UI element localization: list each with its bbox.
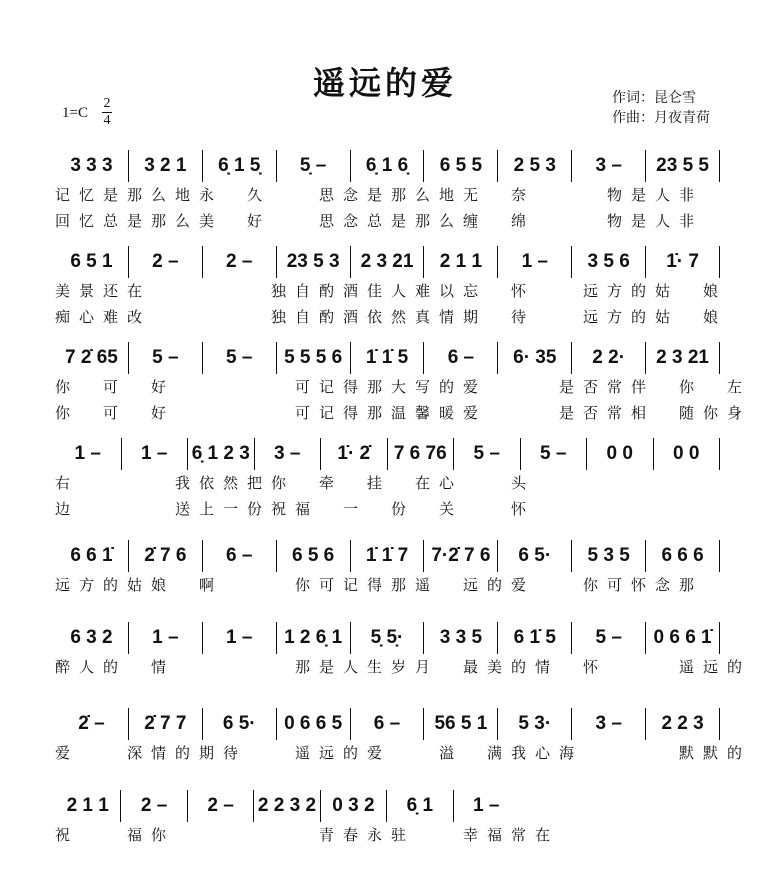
measure: 2 –	[202, 246, 276, 278]
measure: 5̣ 5̣·	[350, 622, 424, 654]
lyrics-verse-1: 远方的姑娘 啊 你可记得那遥 远的爱 你可怀念那	[55, 576, 704, 594]
measure: 6 –	[202, 540, 276, 572]
time-sig-top: 2	[103, 96, 111, 111]
measure: 6 5 1	[70, 251, 113, 272]
measure: 5 –	[571, 622, 645, 654]
measure: 3 2 1	[128, 150, 202, 182]
measure: 6̣ 1	[386, 790, 452, 822]
measure: 6 6 6	[645, 540, 720, 572]
measure: 1 –	[74, 443, 101, 464]
measure: 6· 35	[497, 342, 571, 374]
measure: 1̇ 1̇ 7	[350, 540, 424, 572]
measure: 3 5 6	[571, 246, 645, 278]
notes-line	[55, 790, 535, 822]
measure: 5 –	[453, 438, 520, 470]
measure: 3 –	[571, 150, 645, 182]
measure: 1̇ 1̇ 5	[350, 342, 424, 374]
notes-line	[55, 246, 720, 278]
credits	[612, 88, 710, 128]
lyrics-verse-2: 回忆总是那么美 好 思念总是那么缠 绵 物是人非	[55, 212, 704, 230]
measure: 2 1 1	[423, 246, 497, 278]
lyrics-verse-1: 祝 福你 青春永驻 幸福常在	[55, 826, 560, 844]
measure: 2 –	[120, 790, 186, 822]
measure: 3 –	[254, 438, 321, 470]
measure: 2 3 21	[350, 246, 424, 278]
measure: 6 5 5	[423, 150, 497, 182]
measure: 2 –	[187, 790, 253, 822]
measure: 6 5 6	[276, 540, 350, 572]
measure: 6 5·	[497, 540, 571, 572]
measure: 5̣ –	[276, 150, 350, 182]
lyrics-verse-2: 边 送上一份祝福 一 份 关 怀	[55, 500, 536, 518]
time-signature	[102, 96, 112, 129]
measure: 2̇ 7 7	[128, 708, 202, 740]
notes-line	[55, 150, 720, 182]
lyrics-verse-2: 痴心难改 独自酌酒依然真情期 待 远方的姑 娘	[55, 308, 728, 326]
lyricist: 作词：昆仑雪	[612, 90, 696, 106]
measure: 1 –	[121, 438, 188, 470]
measure: 6̣ 1 5̣	[202, 150, 276, 182]
measure: 6 3 2	[70, 627, 113, 648]
measure: 5 3·	[497, 708, 571, 740]
composer: 作曲：月夜青荷	[612, 110, 710, 126]
measure: 1 –	[497, 246, 571, 278]
measure: 23 5 3	[276, 246, 350, 278]
measure: 56 5 1	[423, 708, 497, 740]
measure: 3 3 3	[70, 155, 113, 176]
score-row	[55, 622, 752, 680]
measure: 2̇ –	[78, 713, 105, 734]
measure: 5 –	[520, 438, 587, 470]
score-row	[55, 342, 752, 426]
notes-line	[55, 342, 720, 374]
measure: 3 –	[571, 708, 645, 740]
key-signature: 1=C	[62, 105, 88, 121]
measure: 5 5 5 6	[276, 342, 350, 374]
score-row	[55, 150, 720, 234]
measure: 1 –	[202, 622, 276, 654]
measure: 1̇· 7	[645, 246, 720, 278]
measure: 0 6 6 1̇	[645, 622, 720, 654]
measure: 2 2 3 2	[253, 790, 319, 822]
notes-line	[55, 622, 720, 654]
measure: 7 2̇ 65	[65, 347, 118, 368]
measure: 5 –	[128, 342, 202, 374]
measure: 0 0	[653, 438, 721, 470]
measure: 2 1 1	[66, 795, 109, 816]
lyrics-verse-2: 你 可 好 可记得那温馨暖爱 是否常相 随你身	[55, 404, 752, 422]
lyrics-verse-1: 美景还在 独自酌酒佳人难以忘 怀 远方的姑 娘	[55, 282, 728, 300]
measure: 1 –	[453, 790, 519, 822]
lyrics-verse-1: 爱 深情的期待 遥远的爱 溢 满我心海 默默的	[55, 744, 752, 762]
measure: 1 2 6̣ 1	[276, 622, 350, 654]
measure: 3 3 5	[423, 622, 497, 654]
measure: 1 –	[128, 622, 202, 654]
measure: 2 3 21	[645, 342, 720, 374]
notes-line	[55, 540, 720, 572]
measure: 2 2 3	[645, 708, 720, 740]
score-row	[55, 438, 720, 522]
measure: 7·2̇ 7 6	[423, 540, 497, 572]
lyrics-verse-1: 记忆是那么地永 久 思念是那么地无 奈 物是人非	[55, 186, 704, 204]
measure: 6 6 1̇	[70, 545, 113, 566]
measure: 6̣ 1 2 3	[187, 438, 254, 470]
score-row	[55, 708, 752, 766]
measure: 7 6 76	[387, 438, 454, 470]
lyrics-verse-1: 你 可 好 可记得那大写的爱 是否常伴 你 左	[55, 378, 752, 396]
measure: 0 6 6 5	[276, 708, 350, 740]
measure: 6̣ 1 6̣	[350, 150, 424, 182]
measure: 5 3 5	[571, 540, 645, 572]
measure: 6 5·	[202, 708, 276, 740]
time-sig-bottom: 4	[103, 113, 111, 128]
notes-line	[55, 708, 720, 740]
score-row	[55, 540, 720, 598]
measure: 23 5 5	[645, 150, 720, 182]
measure: 2 2·	[571, 342, 645, 374]
score-row	[55, 246, 728, 330]
song-title: 遥远的爱	[312, 64, 457, 102]
measure: 6 –	[350, 708, 424, 740]
measure: 6 –	[423, 342, 497, 374]
measure: 2 5 3	[497, 150, 571, 182]
measure: 0 3 2	[320, 790, 386, 822]
lyrics-verse-1: 醉人的 情 那是人生岁月 最美的情 怀 遥远的	[55, 658, 752, 676]
measure: 2 –	[128, 246, 202, 278]
measure: 6 1̇ 5	[497, 622, 571, 654]
measure: 2̇ 7 6	[128, 540, 202, 572]
notes-line	[55, 438, 720, 470]
lyrics-verse-1: 右 我依然把你 牵 挂 在心 头	[55, 474, 536, 492]
measure: 0 0	[586, 438, 653, 470]
measure: 5 –	[202, 342, 276, 374]
measure: 1̇· 2̇	[320, 438, 387, 470]
score-row	[55, 790, 720, 848]
